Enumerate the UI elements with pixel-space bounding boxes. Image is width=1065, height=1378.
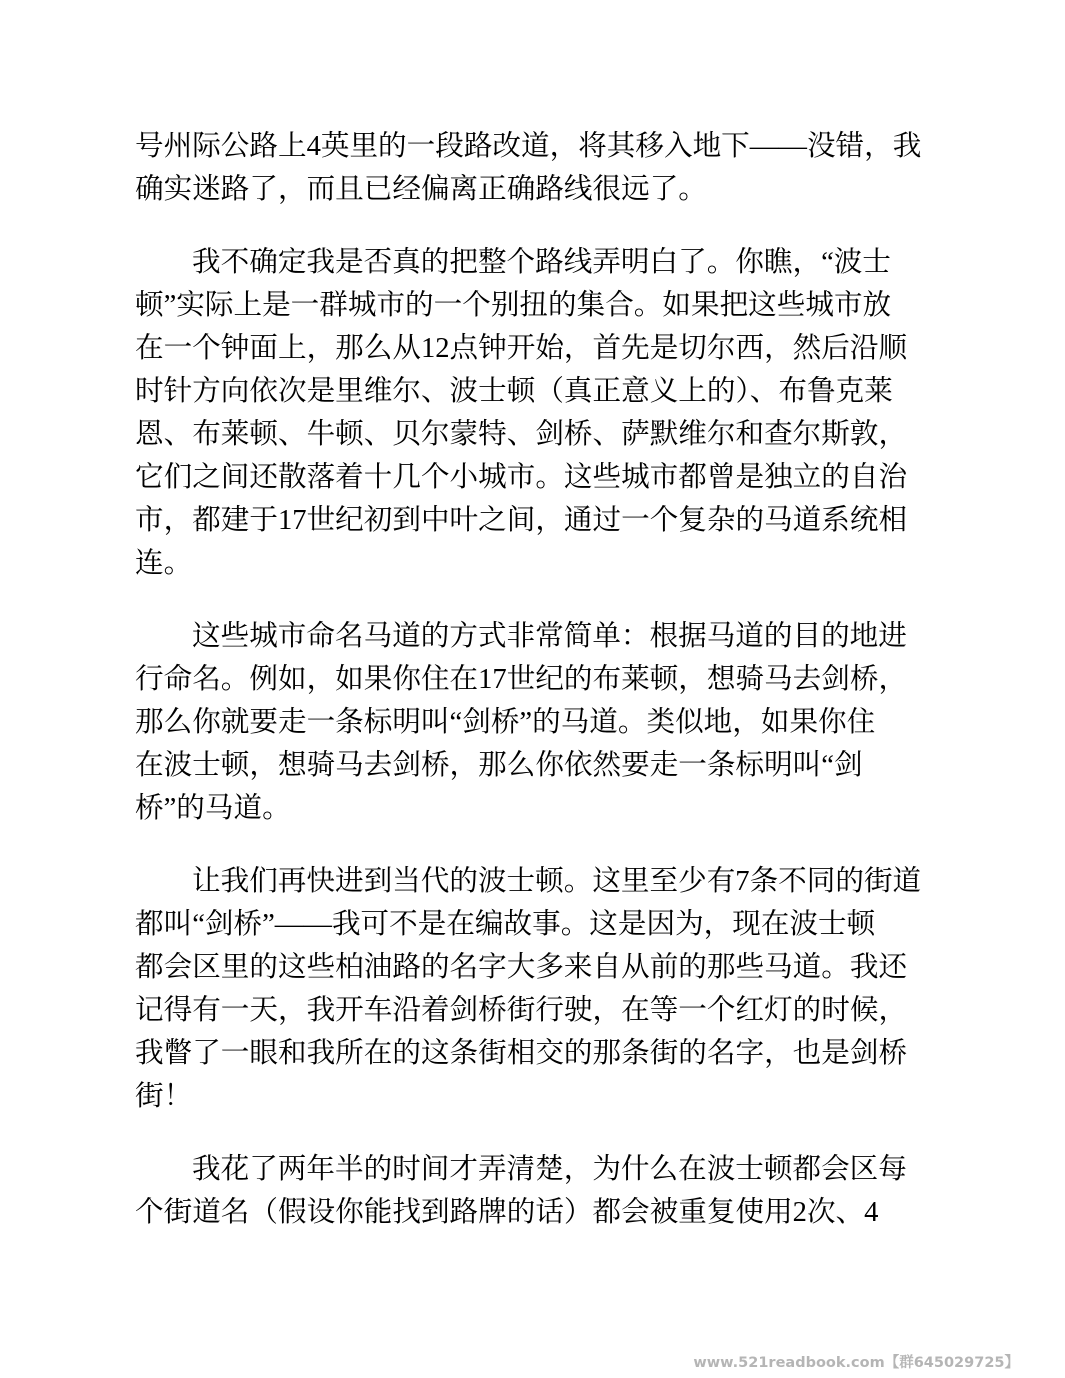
paragraph-cambridge-streets xyxy=(135,860,935,1118)
watermark-link: www.521readbook.com【群645029725】 xyxy=(693,1355,1019,1371)
text-line: 这些城市命名马道的方式非常简单：根据马道的目的地进 xyxy=(192,621,907,652)
text-line: 时针方向依次是里维尔、波士顿（真正意义上的）、布鲁克莱 xyxy=(135,376,893,407)
text-line: 在波士顿，想骑马去剑桥，那么你依然要走一条标明叫“剑 xyxy=(135,750,863,781)
page-body xyxy=(135,125,935,1264)
text-line: 都叫“剑桥”——我可不是在编故事。这是因为，现在波士顿 xyxy=(135,909,876,940)
text-line: 街！ xyxy=(135,1081,193,1112)
text-line: 行命名。例如，如果你住在17世纪的布莱顿，想骑马去剑桥， xyxy=(135,664,908,695)
text-line: 顿”实际上是一群城市的一个别扭的集合。如果把这些城市放 xyxy=(135,290,892,321)
text-line: 让我们再快进到当代的波士顿。这里至少有7条不同的街道 xyxy=(192,866,922,897)
text-line: 号州际公路上4英里的一段路改道，将其移入地下——没错，我 xyxy=(135,131,922,162)
text-line: 我不确定我是否真的把整个路线弄明白了。你瞧，“波士 xyxy=(192,247,891,278)
text-line: 都会区里的这些柏油路的名字大多来自从前的那些马道。我还 xyxy=(135,952,908,983)
text-line: 确实迷路了，而且已经偏离正确路线很远了。 xyxy=(135,174,707,205)
text-line: 恩、布莱顿、牛顿、贝尔蒙特、剑桥、萨默维尔和查尔斯敦， xyxy=(135,419,908,450)
paragraph-continued xyxy=(135,125,935,211)
text-line: 我花了两年半的时间才弄清楚，为什么在波士顿都会区每 xyxy=(192,1154,907,1185)
text-line: 记得有一天，我开车沿着剑桥街行驶，在等一个红灯的时候， xyxy=(135,995,908,1026)
paragraph-bridle-naming xyxy=(135,615,935,830)
text-line: 桥”的马道。 xyxy=(135,793,291,824)
paragraph-boston-clock xyxy=(135,241,935,585)
text-line: 在一个钟面上，那么从12点钟开始，首先是切尔西，然后沿顺 xyxy=(135,333,908,364)
text-line: 它们之间还散落着十几个小城市。这些城市都曾是独立的自治 xyxy=(135,462,908,493)
text-line: 我瞥了一眼和我所在的这条街相交的那条街的名字，也是剑桥 xyxy=(135,1038,908,1069)
text-line: 连。 xyxy=(135,548,193,579)
paragraph-two-and-half-years xyxy=(135,1148,935,1234)
text-line: 那么你就要走一条标明叫“剑桥”的马道。类似地，如果你住 xyxy=(135,707,876,738)
text-line: 市，都建于17世纪初到中叶之间，通过一个复杂的马道系统相 xyxy=(135,505,908,536)
text-line: 个街道名（假设你能找到路牌的话）都会被重复使用2次、4 xyxy=(135,1197,879,1228)
